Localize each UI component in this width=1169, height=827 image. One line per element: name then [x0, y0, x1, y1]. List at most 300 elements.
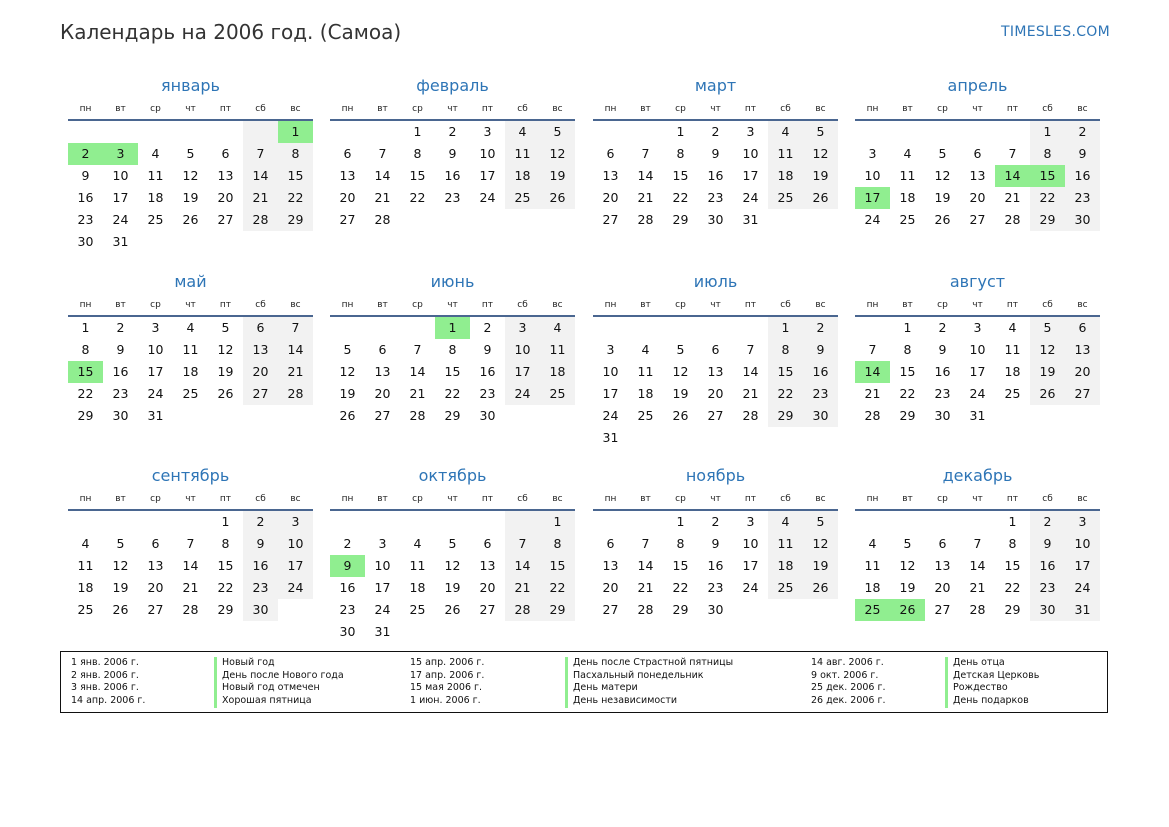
weekday-label: вс [815, 494, 826, 504]
empty-cell [173, 231, 208, 253]
day-cell: 28 [969, 602, 986, 617]
day-cell: 27 [147, 602, 164, 617]
day-cell: 2 [711, 514, 720, 529]
empty-cell [505, 405, 540, 427]
day-cell: 9 [243, 533, 278, 555]
day-cell: 29 [768, 405, 803, 427]
weekday-label: пн [79, 300, 92, 310]
weekday-label: вт [115, 104, 126, 114]
empty-cell [855, 317, 890, 339]
week-row [855, 599, 1100, 621]
weekday-label: ср [937, 494, 948, 504]
day-cell: 29 [1004, 602, 1021, 617]
day-cell: 22 [444, 386, 461, 401]
weekday-label: чт [447, 300, 458, 310]
day-cell: 9 [938, 342, 947, 357]
empty-cell [138, 121, 173, 143]
day-cell: 3 [973, 320, 982, 335]
day-cell: 15 [540, 555, 575, 577]
day-cell: 5 [938, 146, 947, 161]
weekday-label: вт [377, 104, 388, 114]
weekday-label: вт [377, 494, 388, 504]
empty-cell [243, 405, 278, 427]
day-cell: 3 [606, 342, 615, 357]
weekday-label: ср [675, 104, 686, 114]
weekday-label: вс [552, 494, 563, 504]
day-cell: 22 [217, 580, 234, 595]
day-cell: 19 [803, 555, 838, 577]
month-7 [593, 269, 838, 449]
day-cell: 26 [934, 212, 951, 227]
day-cell: 17 [602, 386, 619, 401]
day-cell: 4 [868, 536, 877, 551]
day-cell: 10 [112, 168, 129, 183]
week-row [593, 339, 838, 361]
week-row [593, 427, 838, 449]
weekday-label: чт [185, 494, 196, 504]
week-row [330, 599, 575, 621]
week-row [68, 383, 313, 405]
day-cell: 26 [890, 599, 925, 621]
legend-date: 1 янв. 2006 г. [71, 657, 139, 668]
day-cell: 24 [505, 383, 540, 405]
day-cell: 27 [602, 212, 619, 227]
weekday-label: ср [937, 104, 948, 114]
day-grid [68, 121, 313, 253]
day-cell: 18 [864, 580, 881, 595]
day-grid [330, 317, 575, 427]
day-grid [855, 121, 1100, 231]
day-cell: 28 [1004, 212, 1021, 227]
empty-cell [400, 511, 435, 533]
legend-date: 17 апр. 2006 г. [410, 669, 485, 681]
day-cell: 15 [1030, 165, 1065, 187]
day-cell: 23 [444, 190, 461, 205]
legend-date: 15 мая 2006 г. [410, 682, 483, 694]
legend-date: 25 дек. 2006 г. [811, 682, 886, 694]
weekday-label: вс [290, 300, 301, 310]
day-cell: 1 [1030, 121, 1065, 143]
day-cell: 30 [707, 212, 724, 227]
month-name: март [694, 76, 737, 95]
day-cell: 26 [444, 602, 461, 617]
day-cell: 7 [641, 146, 650, 161]
day-cell: 29 [278, 209, 313, 231]
month-1 [68, 73, 313, 253]
day-cell: 22 [77, 386, 94, 401]
month-10 [330, 463, 575, 643]
day-cell: 2 [711, 124, 720, 139]
weekday-label: чт [710, 300, 721, 310]
day-cell: 20 [243, 361, 278, 383]
day-cell: 18 [899, 190, 916, 205]
day-cell: 1 [540, 511, 575, 533]
day-cell: 2 [68, 143, 103, 165]
day-cell: 13 [934, 558, 951, 573]
day-cell: 5 [343, 342, 352, 357]
legend-date: 1 июн. 2006 г. [410, 695, 481, 707]
month-12 [855, 463, 1100, 621]
day-cell: 15 [768, 361, 803, 383]
week-row [68, 143, 313, 165]
day-cell: 25 [768, 577, 803, 599]
day-cell: 14 [182, 558, 199, 573]
day-cell: 27 [217, 212, 234, 227]
day-grid [593, 121, 838, 231]
day-cell: 1 [1008, 514, 1017, 529]
empty-cell [733, 599, 768, 621]
day-grid [855, 511, 1100, 621]
day-cell: 2 [343, 536, 352, 551]
weekday-label: чт [972, 104, 983, 114]
week-row [330, 165, 575, 187]
weekday-label: пт [1006, 300, 1019, 310]
day-cell: 16 [243, 555, 278, 577]
empty-cell [400, 209, 435, 231]
day-cell: 29 [672, 602, 689, 617]
week-row [593, 209, 838, 231]
week-row [68, 121, 313, 143]
week-row [593, 555, 838, 577]
week-row [855, 533, 1100, 555]
weekday-label: пн [79, 494, 92, 504]
day-cell: 17 [374, 580, 391, 595]
day-cell: 25 [540, 383, 575, 405]
day-cell: 14 [637, 168, 654, 183]
day-cell: 6 [343, 146, 352, 161]
weekday-label: вс [290, 494, 301, 504]
day-cell: 23 [707, 190, 724, 205]
empty-cell [803, 427, 838, 449]
day-cell: 17 [147, 364, 164, 379]
day-cell: 18 [1004, 364, 1021, 379]
day-cell: 20 [707, 386, 724, 401]
legend-date: 3 янв. 2006 г. [71, 682, 139, 694]
day-cell: 29 [77, 408, 94, 423]
day-cell: 24 [147, 386, 164, 401]
empty-cell [593, 317, 628, 339]
weekday-label: пн [604, 494, 617, 504]
day-cell: 18 [637, 386, 654, 401]
empty-cell [243, 231, 278, 253]
day-cell: 7 [746, 342, 755, 357]
day-cell: 19 [899, 580, 916, 595]
day-cell: 17 [969, 364, 986, 379]
weekday-header [330, 99, 575, 119]
month-2 [330, 73, 575, 231]
day-cell: 1 [676, 514, 685, 529]
day-cell: 3 [103, 143, 138, 165]
day-grid [593, 317, 838, 449]
day-cell: 20 [969, 190, 986, 205]
day-cell: 23 [707, 580, 724, 595]
week-row [330, 317, 575, 339]
day-cell: 11 [540, 339, 575, 361]
day-cell: 2 [243, 511, 278, 533]
day-cell: 25 [855, 599, 890, 621]
weekday-label: сб [780, 494, 791, 504]
day-cell: 4 [151, 146, 160, 161]
day-cell: 25 [899, 212, 916, 227]
day-grid [855, 317, 1100, 427]
day-cell: 24 [742, 190, 759, 205]
day-cell: 22 [672, 190, 689, 205]
day-cell: 13 [374, 364, 391, 379]
week-row [68, 599, 313, 621]
day-cell: 5 [1030, 317, 1065, 339]
weekday-label: сб [255, 300, 266, 310]
day-cell: 16 [339, 580, 356, 595]
day-cell: 29 [540, 599, 575, 621]
day-cell: 15 [68, 361, 103, 383]
month-name: сентябрь [151, 466, 230, 485]
week-row [855, 511, 1100, 533]
legend-date: 14 апр. 2006 г. [71, 695, 146, 707]
weekday-label: пн [866, 300, 879, 310]
day-cell: 27 [934, 602, 951, 617]
weekday-label: пт [219, 104, 232, 114]
day-cell: 29 [444, 408, 461, 423]
day-cell: 4 [1008, 320, 1017, 335]
weekday-label: вс [1077, 300, 1088, 310]
week-row [855, 317, 1100, 339]
day-cell: 9 [81, 168, 90, 183]
day-cell: 10 [147, 342, 164, 357]
week-row [593, 577, 838, 599]
weekday-label: пн [79, 104, 92, 114]
day-cell: 9 [330, 555, 365, 577]
day-cell: 17 [742, 168, 759, 183]
month-name: апрель [947, 76, 1008, 95]
empty-cell [173, 405, 208, 427]
day-cell: 3 [378, 536, 387, 551]
empty-cell [733, 317, 768, 339]
day-cell: 8 [676, 146, 685, 161]
day-cell: 21 [1004, 190, 1021, 205]
day-cell: 19 [112, 580, 129, 595]
day-cell: 26 [803, 187, 838, 209]
day-cell: 15 [899, 364, 916, 379]
legend-dates-col [811, 657, 886, 708]
week-row [593, 405, 838, 427]
day-cell: 28 [505, 599, 540, 621]
weekday-label: ср [412, 104, 423, 114]
day-cell: 22 [409, 190, 426, 205]
weekday-label: чт [972, 300, 983, 310]
day-cell: 19 [217, 364, 234, 379]
legend-dates-col [410, 657, 484, 708]
day-cell: 19 [672, 386, 689, 401]
legend-names-col [565, 657, 733, 708]
day-cell: 21 [243, 187, 278, 209]
day-cell: 6 [243, 317, 278, 339]
day-cell: 19 [803, 165, 838, 187]
day-cell: 27 [707, 408, 724, 423]
day-cell: 27 [339, 212, 356, 227]
day-cell: 10 [374, 558, 391, 573]
day-cell: 31 [602, 430, 619, 445]
day-cell: 24 [864, 212, 881, 227]
day-cell: 8 [768, 339, 803, 361]
legend-holiday-name: День отца [945, 657, 1039, 670]
day-cell: 9 [116, 342, 125, 357]
weekday-label: пн [341, 494, 354, 504]
day-cell: 4 [505, 121, 540, 143]
day-cell: 15 [444, 364, 461, 379]
day-cell: 25 [505, 187, 540, 209]
legend-names-col [945, 657, 1039, 708]
day-cell: 20 [374, 386, 391, 401]
legend-holiday-name: Новый год отмечен [214, 682, 344, 695]
day-cell: 12 [934, 168, 951, 183]
empty-cell [733, 427, 768, 449]
weekday-header [330, 295, 575, 315]
legend-date: 15 апр. 2006 г. [410, 657, 485, 668]
month-3 [593, 73, 838, 231]
day-cell: 3 [1065, 511, 1100, 533]
month-4 [855, 73, 1100, 231]
day-cell: 12 [803, 533, 838, 555]
day-cell: 30 [339, 624, 356, 639]
day-cell: 7 [1008, 146, 1017, 161]
day-cell: 18 [77, 580, 94, 595]
day-cell: 7 [278, 317, 313, 339]
day-cell: 23 [803, 383, 838, 405]
day-cell: 28 [864, 408, 881, 423]
weekday-header [593, 295, 838, 315]
day-cell: 21 [409, 386, 426, 401]
weekday-label: вс [815, 300, 826, 310]
day-cell: 8 [676, 536, 685, 551]
day-cell: 23 [1030, 577, 1065, 599]
month-name: январь [161, 76, 220, 95]
day-cell: 3 [746, 124, 755, 139]
day-cell: 13 [217, 168, 234, 183]
week-row [593, 533, 838, 555]
day-cell: 1 [903, 320, 912, 335]
day-cell: 14 [637, 558, 654, 573]
brand-link[interactable]: TIMESLES.COM [1001, 24, 1110, 40]
day-cell: 11 [505, 143, 540, 165]
day-cell: 29 [217, 602, 234, 617]
day-cell: 2 [116, 320, 125, 335]
empty-cell [768, 209, 803, 231]
legend-holiday-name: Пасхальный понедельник [565, 670, 733, 683]
day-cell: 6 [221, 146, 230, 161]
day-cell: 10 [479, 146, 496, 161]
week-row [593, 165, 838, 187]
weekday-label: пн [341, 104, 354, 114]
day-cell: 4 [768, 121, 803, 143]
legend-holiday-name: Рождество [945, 682, 1039, 695]
day-cell: 17 [742, 558, 759, 573]
day-cell: 14 [969, 558, 986, 573]
day-cell: 31 [147, 408, 164, 423]
empty-cell [925, 121, 960, 143]
day-cell: 20 [934, 580, 951, 595]
day-cell: 9 [448, 146, 457, 161]
week-row [330, 405, 575, 427]
week-row [68, 317, 313, 339]
day-cell: 2 [803, 317, 838, 339]
week-row [68, 231, 313, 253]
day-cell: 25 [182, 386, 199, 401]
legend-date: 14 авг. 2006 г. [811, 657, 884, 668]
empty-cell [628, 427, 663, 449]
weekday-label: пн [604, 300, 617, 310]
week-row [330, 339, 575, 361]
day-cell: 26 [112, 602, 129, 617]
day-cell: 31 [742, 212, 759, 227]
week-row [330, 511, 575, 533]
day-cell: 1 [81, 320, 90, 335]
weekday-label: ср [412, 494, 423, 504]
weekday-header [855, 295, 1100, 315]
day-cell: 15 [409, 168, 426, 183]
day-cell: 21 [278, 361, 313, 383]
day-cell: 20 [339, 190, 356, 205]
day-cell: 5 [448, 536, 457, 551]
week-row [855, 187, 1100, 209]
week-row [593, 121, 838, 143]
weekday-label: ср [150, 300, 161, 310]
day-cell: 24 [742, 580, 759, 595]
day-cell: 1 [435, 317, 470, 339]
week-row [68, 339, 313, 361]
weekday-label: пт [1006, 104, 1019, 114]
weekday-header [330, 489, 575, 509]
weekday-label: ср [675, 494, 686, 504]
empty-cell [768, 599, 803, 621]
day-cell: 9 [1030, 533, 1065, 555]
weekday-label: вс [815, 104, 826, 114]
day-cell: 27 [243, 383, 278, 405]
empty-cell [470, 209, 505, 231]
month-name: июль [693, 272, 738, 291]
day-cell: 3 [868, 146, 877, 161]
day-cell: 28 [409, 408, 426, 423]
month-8 [855, 269, 1100, 427]
weekday-label: вт [377, 300, 388, 310]
day-cell: 6 [938, 536, 947, 551]
day-cell: 20 [602, 190, 619, 205]
weekday-label: вт [902, 494, 913, 504]
day-cell: 9 [711, 536, 720, 551]
day-cell: 3 [483, 124, 492, 139]
week-row [855, 165, 1100, 187]
empty-cell [540, 621, 575, 643]
day-grid [593, 511, 838, 621]
day-cell: 17 [112, 190, 129, 205]
week-row [593, 361, 838, 383]
month-name: август [949, 272, 1006, 291]
day-cell: 22 [899, 386, 916, 401]
day-cell: 4 [540, 317, 575, 339]
day-cell: 16 [1065, 165, 1100, 187]
day-cell: 28 [637, 212, 654, 227]
week-row [855, 339, 1100, 361]
day-cell: 14 [742, 364, 759, 379]
empty-cell [593, 511, 628, 533]
day-cell: 11 [409, 558, 426, 573]
month-name: ноябрь [685, 466, 746, 485]
empty-cell [698, 317, 733, 339]
day-cell: 8 [903, 342, 912, 357]
day-cell: 26 [1030, 383, 1065, 405]
day-cell: 14 [855, 361, 890, 383]
legend-dates-col [71, 657, 145, 708]
day-cell: 13 [707, 364, 724, 379]
